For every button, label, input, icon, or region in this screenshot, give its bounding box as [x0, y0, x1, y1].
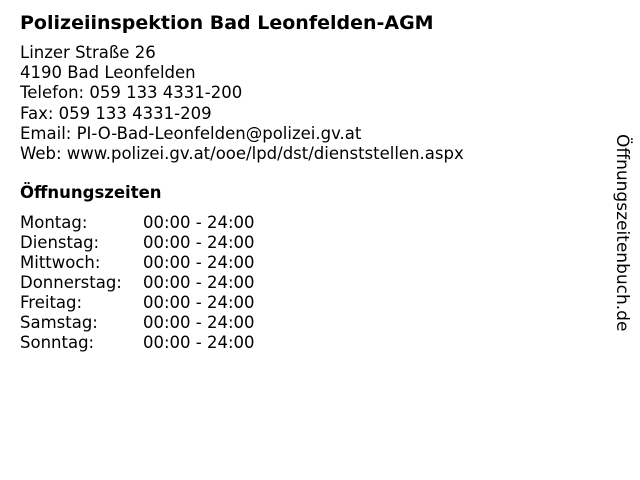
- watermark: [610, 134, 634, 364]
- time-range: 00:00 - 24:00: [143, 333, 255, 352]
- time-range: 00:00 - 24:00: [143, 293, 255, 312]
- day-label: Donnerstag:: [20, 273, 122, 292]
- time-range: 00:00 - 24:00: [143, 313, 255, 332]
- time-range: 00:00 - 24:00: [143, 213, 255, 232]
- day-label: Montag:: [20, 213, 88, 232]
- day-label: Sonntag:: [20, 333, 95, 352]
- phone-number: Telefon: 059 133 4331-200: [20, 83, 243, 103]
- street-address: Linzer Straße 26: [20, 43, 156, 62]
- time-range: 00:00 - 24:00: [143, 233, 255, 252]
- email-address: Email: PI-O-Bad-Leonfelden@polizei.gv.at: [20, 123, 362, 143]
- time-range: 00:00 - 24:00: [143, 253, 255, 272]
- website-url: Web: www.polizei.gv.at/ooe/lpd/dst/dienststellen.aspx: [20, 143, 464, 163]
- watermark-text: Öffnungszeitenbuch.de: [612, 134, 632, 332]
- address-block: [20, 43, 464, 164]
- page-title: Polizeiinspektion Bad Leonfelden-AGM: [20, 12, 434, 34]
- day-label: Mittwoch:: [20, 253, 101, 272]
- fax-number: Fax: 059 133 4331-209: [20, 103, 212, 123]
- day-label: Dienstag:: [20, 233, 100, 252]
- time-range: 00:00 - 24:00: [143, 273, 255, 292]
- day-label: Freitag:: [20, 293, 83, 312]
- opening-hours-heading: Öffnungszeiten: [20, 183, 162, 202]
- day-label: Samstag:: [20, 313, 98, 332]
- city-address: 4190 Bad Leonfelden: [20, 63, 196, 83]
